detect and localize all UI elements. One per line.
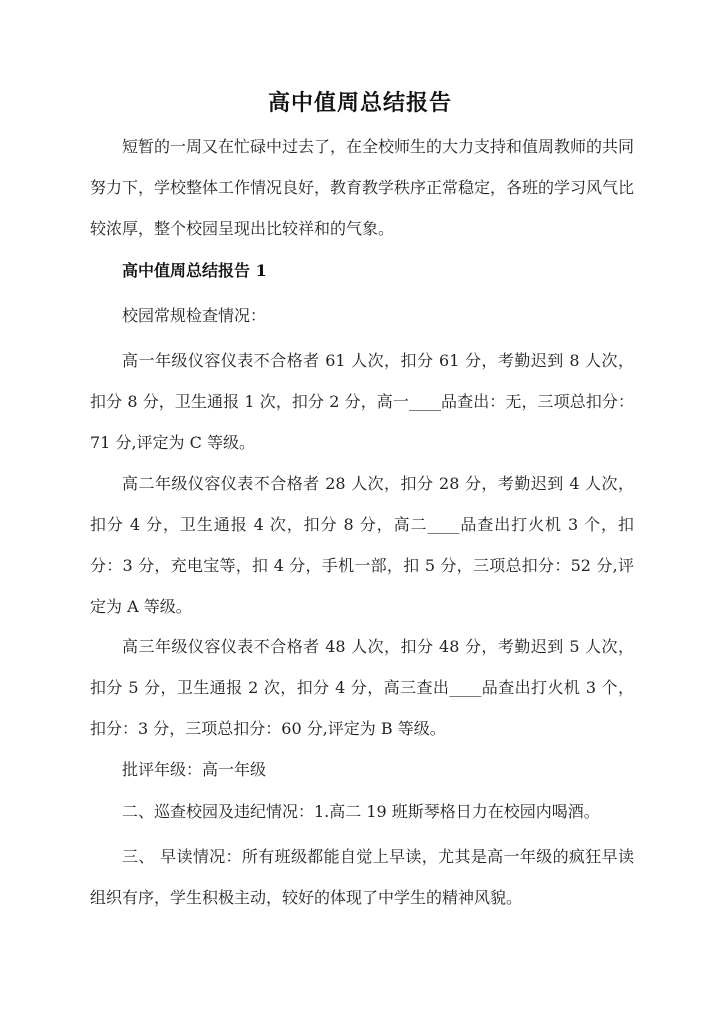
patrol-paragraph: 二、巡查校园及违纪情况：1.高二 19 班斯琴格日力在校园内喝酒。 [122,802,600,821]
grade2-paragraph: 高二年级仪容仪表不合格者 28 人次，扣分 28 分，考勤迟到 4 人次，扣分 4 分，卫生通报 4 次，扣分 8 分，高二____品查出打火机 3 个，扣分：3 分，充电宝等，扣 4 分，手机一部，扣 5 分，三项总扣分：52 分,评定为 A 等级。 [90,474,634,616]
document-title: 高中值周总结报告 [267,90,452,116]
subheading: 校园常规检查情况： [122,306,267,325]
grade1-paragraph: 高一年级仪容仪表不合格者 61 人次，扣分 61 分，考勤迟到 8 人次，扣分 8 分，卫生通报 1 次，扣分 2 分，高一____品查出：无，三项总扣分：71 分,评定为 C 等级。 [90,351,634,452]
section-heading: 高中值周总结报告 1 [122,261,267,280]
criticism-paragraph: 批评年级：高一年级 [122,760,267,779]
intro-paragraph: 短暂的一周又在忙碌中过去了，在全校师生的大力支持和值周教师的共同努力下，学校整体工作情况良好，教育教学秩序正常稳定，各班的学习风气比较浓厚，整个校园呈现出比较祥和的气象。 [90,137,635,238]
grade3-paragraph: 高三年级仪容仪表不合格者 48 人次，扣分 48 分，考勤迟到 5 人次，扣分 5 分，卫生通报 2 次，扣分 4 分，高三查出____品查出打火机 3 个，扣分：3 分，三项总扣分：60 分,评定为 B 等级。 [90,637,634,738]
morning-reading-paragraph: 三、 早读情况：所有班级都能自觉上早读，尤其是高一年级的疯狂早读组织有序，学生积极主动，较好的体现了中学生的精神风貌。 [90,847,634,907]
